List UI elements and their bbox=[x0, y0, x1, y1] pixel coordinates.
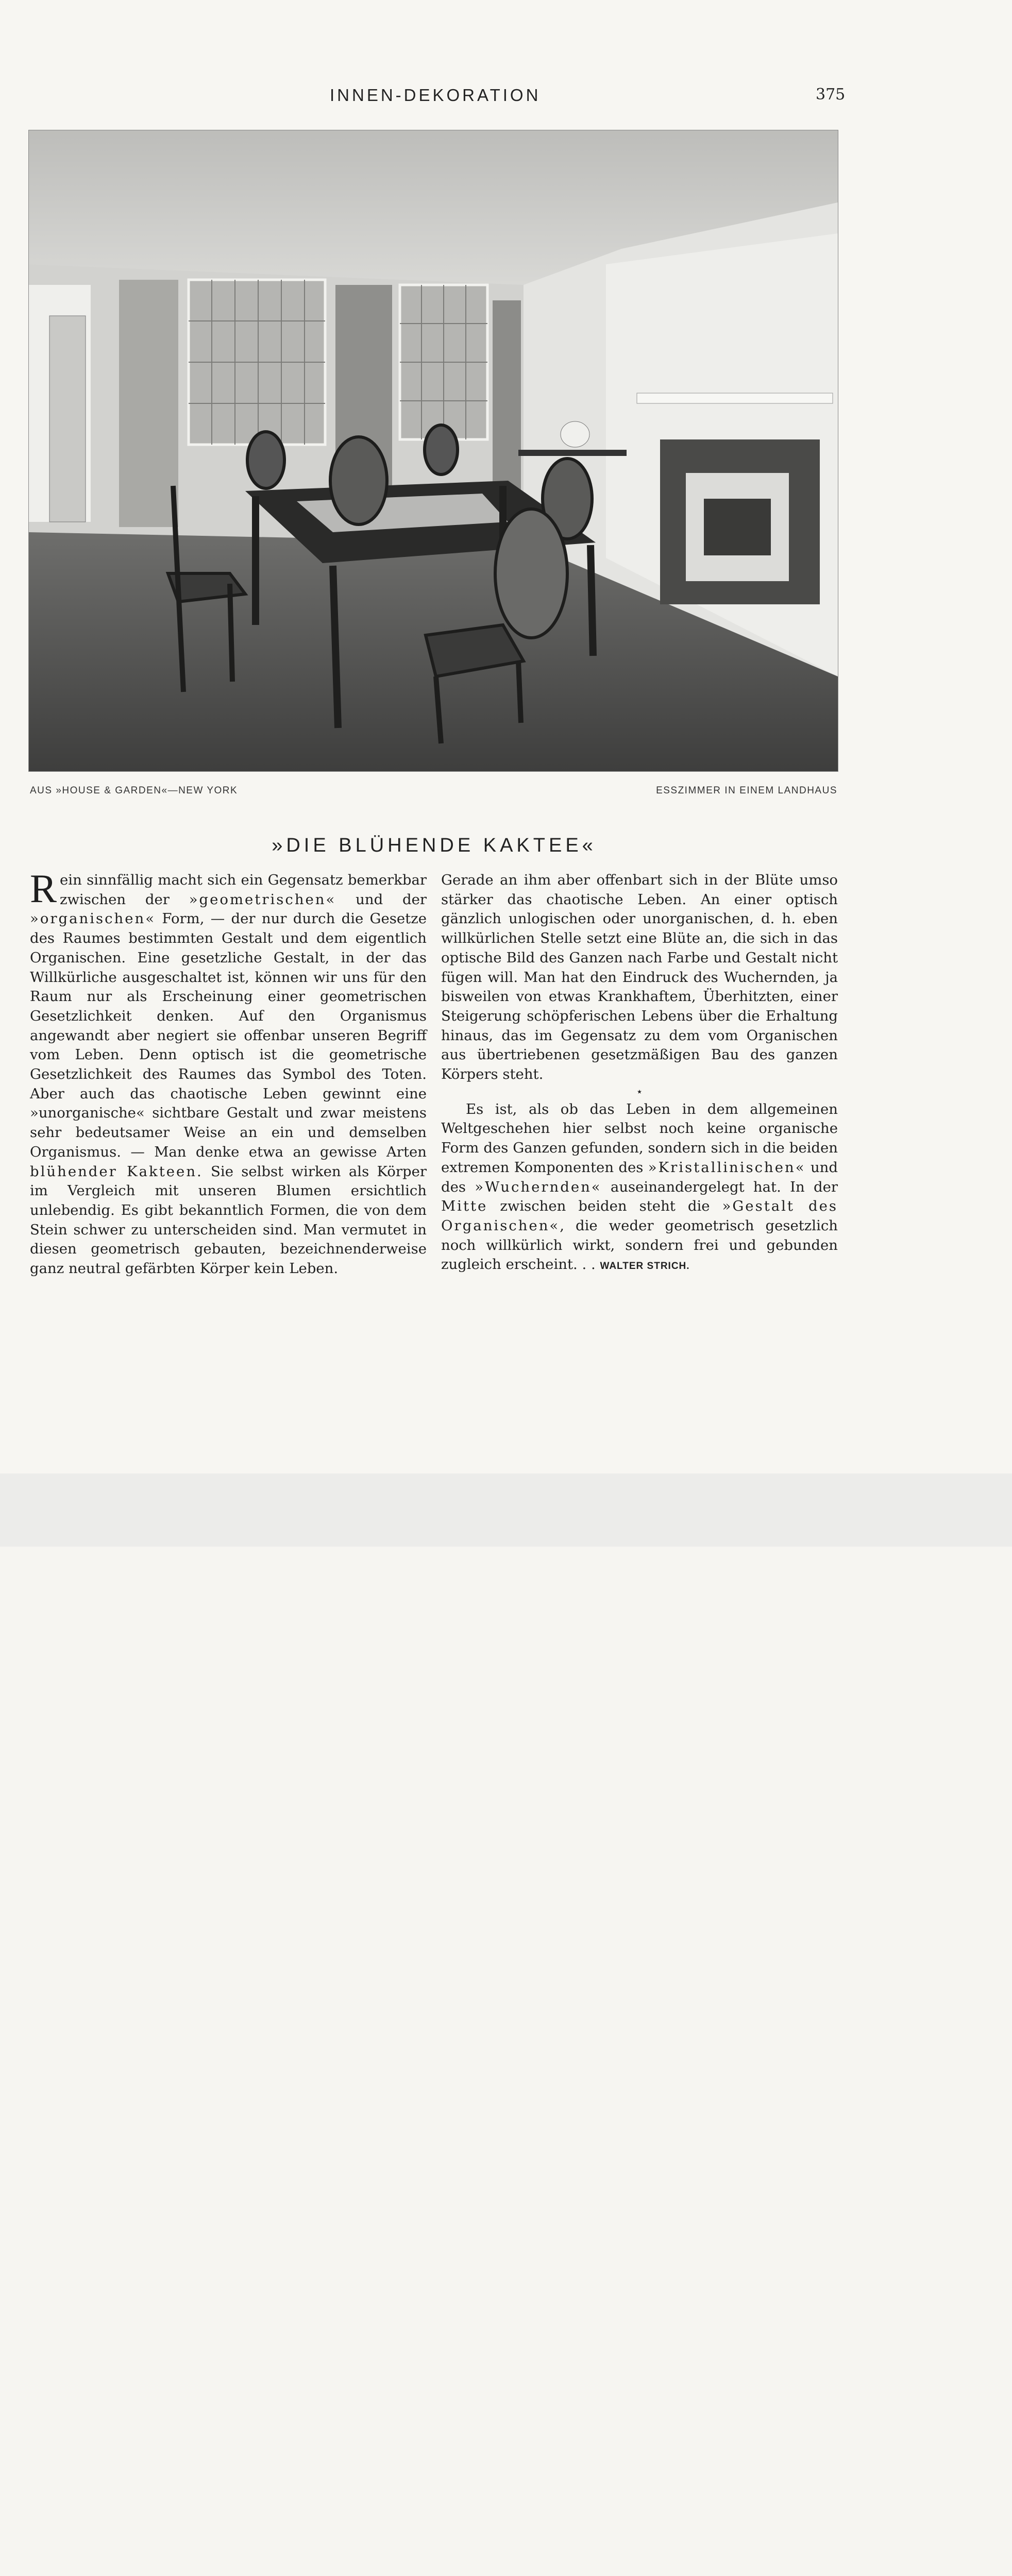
photo-caption-title: ESSZIMMER IN EINEM LANDHAUS bbox=[656, 785, 837, 796]
article-paragraph bbox=[441, 1100, 838, 1276]
emphasized-text: »geometrischen« bbox=[189, 891, 336, 908]
article-column-right bbox=[441, 871, 838, 1276]
dining-room-photo bbox=[28, 130, 838, 772]
text-run: zwischen beiden steht die bbox=[487, 1198, 722, 1215]
article-paragraph: Gerade an ihm aber offenbart sich in der Blüte umso stärker das chaotische Leben. An einer optisch gänzlich unlogischen oder unorganischen, d. h. eben willkürlichen Stelle setzt eine Blüte an, die sich in das optische Bild des Ganzen nach Farbe und Gestalt nicht fügen will. Man hat den Eindruck des Wuchernden, ja bisweilen von etwas Krankhaftem, Überhitzten, einer Steigerung schöpferischen Lebens über die Erhaltung hinaus, das im Gegensatz zu dem vom Organischen aus übertriebenen gesetzmäßigen Bau des ganzen Körpers steht. bbox=[441, 872, 838, 1083]
emphasized-text: Mitte bbox=[441, 1198, 488, 1215]
text-run: und der bbox=[336, 891, 427, 908]
drop-cap: R bbox=[30, 866, 57, 911]
article-column-left bbox=[30, 866, 427, 1279]
digitization-footer bbox=[0, 1473, 1012, 1547]
running-title: INNEN-DEKORATION bbox=[330, 86, 541, 105]
article-paragraph bbox=[30, 866, 427, 1279]
page-number: 375 bbox=[816, 86, 846, 104]
text-run: Form, — der nur durch die Gesetze des Raumes bestimmten Gestalt und dem eigentlich Organischen. Eine gesetzliche Gestalt, in der das Willkürliche ausgeschaltet ist, können wir uns für den Raum nur als Erscheinung einer geometrischen Gesetzlichkeit denken. Auf den Organismus angewandt aber negiert sie offenbar unseren Begriff vom Leben. Denn optisch ist die geometrische Gesetzlichkeit des Raumes das Symbol des Toten. Aber auch das chaotische Leben gewinnt eine »unorganische« sichtbare Gestalt und zwar meistens sehr bedeutsamer Weise an ein und demselben Organismus. — Man denke etwa an gewisse Arten bbox=[30, 910, 427, 1160]
text-run: auseinandergelegt hat. In der bbox=[601, 1178, 838, 1195]
text-run: und des bbox=[441, 1159, 838, 1195]
text-run: Sie selbst wirken als Körper im Vergleich mit unseren Blumen ersichtlich unlebendig. Es gibt bekanntlich Formen, die von dem Stein schwer zu unterscheiden sind. Man vermutet in diesen geometrisch gebauten, bezeichnenderweise ganz neutral gefärbten Körper kein Leben. bbox=[30, 1163, 427, 1277]
emphasized-text: »Kristallinischen« bbox=[648, 1159, 806, 1176]
emphasized-text: blühender Kakteen. bbox=[30, 1163, 203, 1180]
article-title: »DIE BLÜHENDE KAKTEE« bbox=[272, 835, 597, 856]
section-separator: ⋆ bbox=[636, 1085, 643, 1098]
text-run: ein sinnfällig macht sich ein Gegensatz bemerkbar zwischen der bbox=[60, 872, 427, 908]
author-signature: WALTER STRICH. bbox=[600, 1261, 690, 1272]
dining-room-illustration bbox=[29, 130, 838, 771]
emphasized-text: »Gestalt des Organischen« bbox=[441, 1198, 838, 1234]
photo-caption-source: AUS »HOUSE & GARDEN«—NEW YORK bbox=[30, 785, 238, 796]
text-run: Es ist, als ob das Leben in dem allgemeinen Weltgeschehen hier selbst noch keine organische Form des Ganzen gefunden, sondern sich in die beiden extremen Komponenten des bbox=[441, 1100, 838, 1176]
emphasized-text: »Wuchernden« bbox=[475, 1178, 602, 1195]
text-run: , die weder geometrisch gesetzlich noch willkürlich wirkt, sondern frei und gebunden zugleich erscheint. . . bbox=[441, 1217, 838, 1273]
emphasized-text: »organischen« bbox=[30, 910, 156, 927]
